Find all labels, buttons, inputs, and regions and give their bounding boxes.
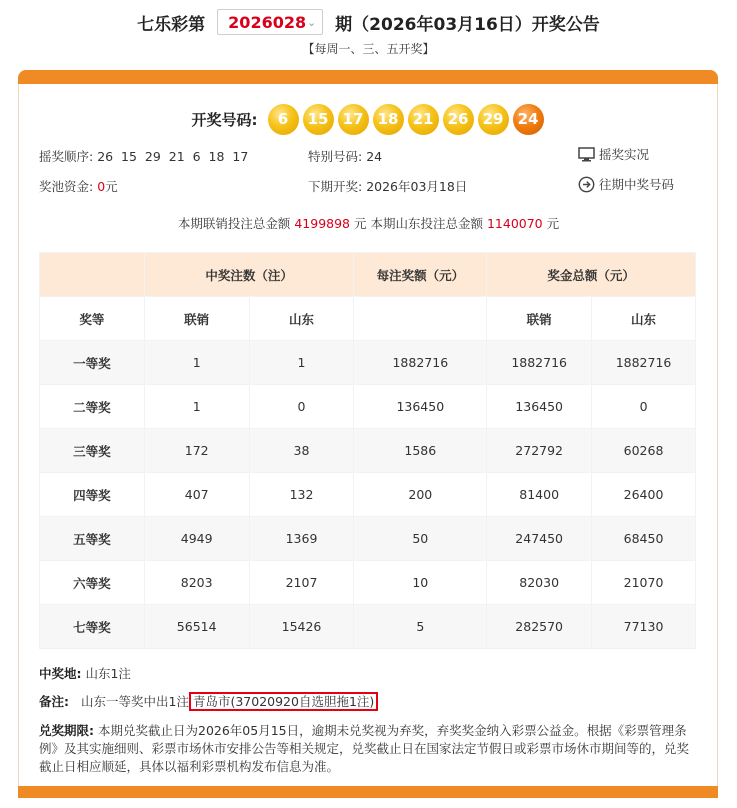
- arrow-circle-icon: [578, 176, 595, 193]
- prize-level: 六等奖: [40, 561, 145, 605]
- next-draw-label: 下期开奖:: [308, 179, 363, 194]
- union-bets: 1: [144, 385, 249, 429]
- prize-level: 二等奖: [40, 385, 145, 429]
- table-row: [40, 561, 696, 605]
- winning-location: [39, 664, 131, 682]
- header-winning-bets: 中奖注数（注）: [144, 253, 354, 297]
- header-union: 联销: [144, 297, 249, 341]
- table-row: [40, 341, 696, 385]
- header-level: 奖等: [40, 297, 145, 341]
- union-total-prize: 1882716: [487, 341, 592, 385]
- union-bets: 8203: [144, 561, 249, 605]
- draw-order-label: 摇奖顺序:: [39, 149, 94, 164]
- union-bets: 1: [144, 341, 249, 385]
- table-row: [40, 517, 696, 561]
- shandong-bets: 2107: [249, 561, 354, 605]
- union-total-prize: 282570: [487, 605, 592, 649]
- next-draw-date: 2026年03月18日: [366, 179, 468, 194]
- per-bet-prize: 5: [354, 605, 487, 649]
- shandong-total-prize: 0: [592, 385, 696, 429]
- shandong-bets: 15426: [249, 605, 354, 649]
- shandong-total-prize: 60268: [592, 429, 696, 473]
- union-bets: 56514: [144, 605, 249, 649]
- header-shandong: 山东: [249, 297, 354, 341]
- totals-prefix: 本期联销投注总金额: [177, 216, 291, 231]
- number-ball: 21: [408, 104, 439, 135]
- shandong-total-prize: 1882716: [592, 341, 696, 385]
- number-ball: 15: [303, 104, 334, 135]
- sales-totals: [0, 214, 737, 232]
- header-total-prize: 奖金总额（元）: [487, 253, 696, 297]
- remark-label: 备注:: [39, 694, 69, 709]
- number-ball: 18: [373, 104, 404, 135]
- prize-level: 七等奖: [40, 605, 145, 649]
- header-cell-empty: [40, 253, 145, 297]
- per-bet-prize: 136450: [354, 385, 487, 429]
- shandong-total-prize: 26400: [592, 473, 696, 517]
- union-bets: 407: [144, 473, 249, 517]
- lottery-name: 七乐彩第: [137, 14, 206, 35]
- shandong-bets: 0: [249, 385, 354, 429]
- per-bet-prize: 1586: [354, 429, 487, 473]
- union-total-prize: 81400: [487, 473, 592, 517]
- live-draw-link[interactable]: [578, 145, 649, 163]
- winning-location-label: 中奖地:: [39, 666, 82, 681]
- panel-bottom-bar: [18, 786, 718, 798]
- draw-order: [39, 147, 248, 165]
- draw-label: 开奖号码:: [191, 110, 258, 129]
- shandong-bets: 38: [249, 429, 354, 473]
- per-bet-prize: 10: [354, 561, 487, 605]
- totals-suffix: 元: [546, 216, 560, 231]
- notice-text: 本期兑奖截止日为2026年05月15日，逾期未兑奖视为弃奖，弃奖奖金纳入彩票公益金。根据《彩票管理条例》及其实施细则、彩票市场休市安排公告等相关规定，兑奖截止日在国家法定节假日或彩票市场休市期间等的，兑奖截止日相应顺延，具体以福利彩票机构发布信息为准。: [39, 723, 690, 774]
- panel-top-bar: [18, 70, 718, 84]
- number-ball: 29: [478, 104, 509, 135]
- union-total-prize: 247450: [487, 517, 592, 561]
- jackpot-value: 0: [97, 179, 106, 194]
- issue-select[interactable]: [217, 9, 323, 35]
- table-header-row: [40, 253, 696, 297]
- table-row: [40, 429, 696, 473]
- special-number: [308, 147, 382, 165]
- next-draw: [308, 177, 467, 195]
- header-cell-empty: [354, 297, 487, 341]
- draw-numbers: [0, 103, 737, 135]
- shandong-bets: 1: [249, 341, 354, 385]
- jackpot-pool: [39, 177, 118, 195]
- prize-level: 四等奖: [40, 473, 145, 517]
- shandong-total-prize: 68450: [592, 517, 696, 561]
- jackpot-label: 奖池资金:: [39, 179, 94, 194]
- union-total-prize: 82030: [487, 561, 592, 605]
- special-number-label: 特别号码:: [308, 149, 363, 164]
- union-total-prize: 136450: [487, 385, 592, 429]
- jackpot-unit: 元: [105, 179, 118, 194]
- redemption-notice: [39, 722, 699, 776]
- header-per-bet: 每注奖额（元）: [354, 253, 487, 297]
- special-ball: 24: [513, 104, 544, 135]
- totals-mid: 元 本期山东投注总金额: [354, 216, 483, 231]
- union-bets: 172: [144, 429, 249, 473]
- prize-level: 一等奖: [40, 341, 145, 385]
- special-number-value: 24: [366, 149, 383, 164]
- table-row: [40, 473, 696, 517]
- remark: [39, 692, 378, 710]
- notice-label: 兑奖期限:: [39, 723, 94, 738]
- per-bet-prize: 50: [354, 517, 487, 561]
- page-header: [0, 8, 737, 36]
- table-subheader-row: [40, 297, 696, 341]
- issue-number: 2026028: [228, 12, 307, 32]
- history-label: 往期中奖号码: [599, 177, 675, 192]
- union-total-prize: 272792: [487, 429, 592, 473]
- number-ball: 26: [443, 104, 474, 135]
- number-ball: 6: [268, 104, 299, 135]
- shandong-bets: 1369: [249, 517, 354, 561]
- chevron-down-icon: ⌄: [306, 15, 317, 29]
- table-row: [40, 605, 696, 649]
- page-title: 期（2026年03月16日）开奖公告: [335, 14, 600, 35]
- header-shandong-total: 山东: [592, 297, 696, 341]
- live-draw-label: 摇奖实况: [599, 147, 650, 162]
- prize-level: 三等奖: [40, 429, 145, 473]
- shandong-bets: 132: [249, 473, 354, 517]
- draw-order-value: 26 15 29 21 6 18 17: [97, 149, 249, 164]
- shandong-total-prize: 21070: [592, 561, 696, 605]
- number-ball: 17: [338, 104, 369, 135]
- remark-highlight: 青岛市(37020920自选胆拖1注): [189, 692, 378, 711]
- shandong-sales-amount: 1140070: [486, 216, 543, 231]
- union-sales-amount: 4199898: [294, 216, 351, 231]
- union-bets: 4949: [144, 517, 249, 561]
- prize-level: 五等奖: [40, 517, 145, 561]
- draw-schedule: 【每周一、三、五开奖】: [302, 42, 435, 56]
- history-link[interactable]: [578, 175, 674, 193]
- monitor-icon: [578, 147, 595, 162]
- shandong-total-prize: 77130: [592, 605, 696, 649]
- per-bet-prize: 200: [354, 473, 487, 517]
- header-union-total: 联销: [487, 297, 592, 341]
- table-row: [40, 385, 696, 429]
- prize-table: [39, 252, 696, 649]
- winning-location-value: 山东1注: [85, 666, 131, 681]
- per-bet-prize: 1882716: [354, 341, 487, 385]
- remark-text: 山东一等奖中出1注: [80, 694, 189, 709]
